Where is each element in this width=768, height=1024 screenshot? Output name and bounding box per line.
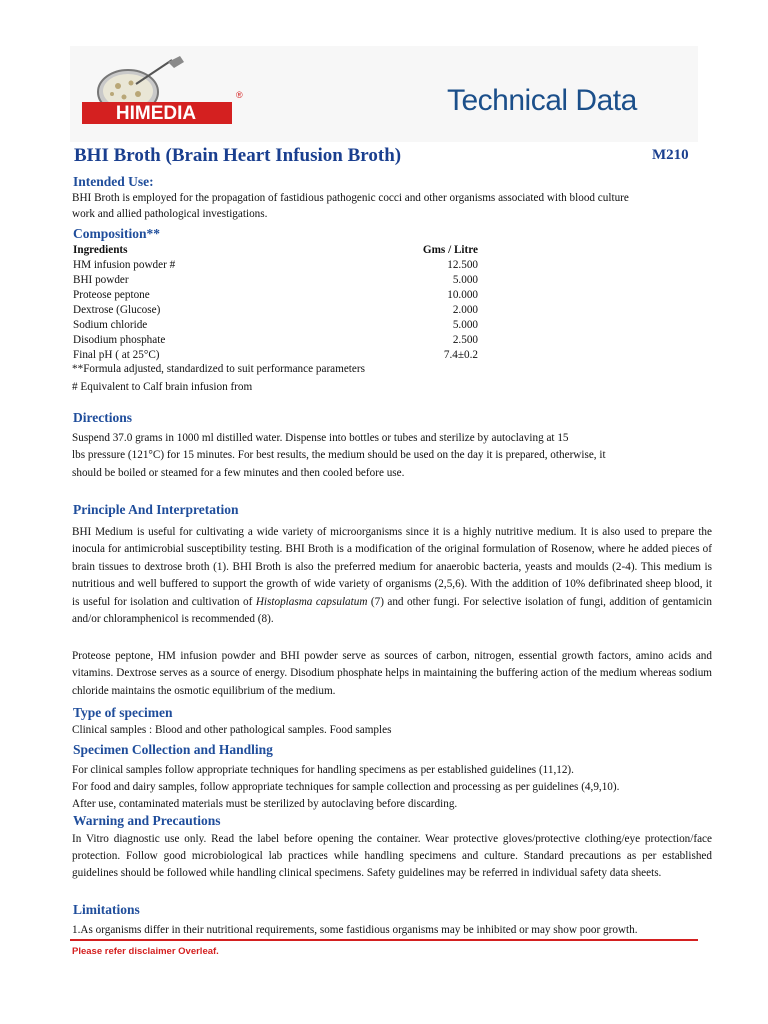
organism-name: Histoplasma capsulatum	[255, 595, 368, 608]
ingredient-name: Proteose peptone	[73, 289, 150, 301]
product-title: BHI Broth (Brain Heart Infusion Broth)	[74, 145, 402, 166]
table-row	[73, 348, 478, 363]
composition-note-2: # Equivalent to Calf brain infusion from	[72, 381, 253, 393]
directions-line-1: Suspend 37.0 grams in 1000 ml distilled water. Dispense into bottles or tubes and sterilize by autoclaving at 15	[72, 432, 569, 444]
ingredient-amount: 2.500	[452, 334, 478, 346]
composition-table	[73, 243, 478, 363]
technical-data-title: Technical Data	[447, 84, 637, 117]
ingredient-name: Dextrose (Glucose)	[73, 304, 161, 316]
directions-heading: Directions	[73, 410, 132, 425]
himedia-logo	[76, 54, 256, 134]
ingredient-amount: 12.500	[447, 259, 478, 271]
composition-header-row	[73, 243, 478, 258]
table-row	[73, 273, 478, 288]
ingredient-name: BHI powder	[73, 274, 129, 286]
ingredient-amount: 5.000	[452, 319, 478, 331]
table-row	[73, 318, 478, 333]
directions-text	[72, 430, 712, 482]
warning-text: In Vitro diagnostic use only. Read the label before opening the container. Wear protective gloves/protective clothing/eye protection/face protection. Follow good microbiological lab practices while handling specimens and culture. Standard precautions as per established guidelines should be followed while handling clinical specimens. Safety guidelines may be referred in individual safety data sheets.	[72, 833, 712, 879]
footer-divider	[70, 939, 698, 941]
composition-heading: Composition**	[73, 226, 161, 241]
ingredient-amount: 5.000	[452, 274, 478, 286]
intended-use-line-2: work and allied pathological investigations.	[72, 208, 268, 220]
principle-paragraph-2: Proteose peptone, HM infusion powder and BHI powder serve as sources of carbon, nitrogen, essential growth factors, amino acids and vitamins. Dextrose serves as a source of energy. Disodium phosphate helps in maintaining the buffering action of the medium whereas sodium chloride maintains the osmotic equilibrium of the medium.	[72, 650, 712, 697]
ingredient-name: HM infusion powder #	[73, 259, 176, 271]
principle-paragraph-1	[72, 524, 712, 628]
ingredient-amount: 10.000	[447, 289, 478, 301]
principle-text-a: BHI Medium is useful for cultivating a wide variety of microorganisms since it is a highly nutritive medium. It is also used to prepare the inocula for antimicrobial susceptibility testing. BHI Broth is a modification of the original formulation of Rosenow, where he added pieces of brain tissues to dextrose broth (1). BHI Broth is also the preferred medium for anaerobic bacteria, yeasts and moulds (2-4). This medium is nutritious and well buffered to support the growth of wide variety of organisms (2,5,6). With the addition of 10% defibrinated sheep blood, it is useful for isolation and cultivation of	[72, 526, 712, 608]
directions-line-2: lbs pressure (121°C) for 15 minutes. For best results, the medium should be used on the day it is prepared, otherwise, it	[72, 449, 606, 462]
collection-heading: Specimen Collection and Handling	[73, 742, 273, 757]
principle-text-b: (7) and other fungi. For selective isolation of fungi, addition of gentamicin and/or chloramphenicol is recommended (8).	[72, 595, 713, 626]
specimen-type-text: Clinical samples : Blood and other pathological samples. Food samples	[72, 724, 392, 736]
limitations-text: 1.As organisms differ in their nutritional requirements, some fastidious organisms may be inhibited or may show poor growth.	[72, 924, 638, 936]
disclaimer-text: Please refer disclaimer Overleaf.	[72, 946, 219, 957]
registered-mark: ®	[236, 90, 243, 100]
table-row	[73, 303, 478, 318]
amount-column-header: Gms / Litre	[422, 244, 478, 256]
intended-use-heading: Intended Use:	[73, 174, 154, 189]
collection-line-1: For clinical samples follow appropriate techniques for handling specimens as per established guidelines (11,12).	[72, 764, 574, 776]
collection-text	[72, 762, 712, 813]
ingredient-amount: 2.000	[452, 304, 478, 316]
table-row	[73, 333, 478, 348]
logo-text: HIMEDIA	[115, 103, 197, 124]
directions-line-3: should be boiled or steamed for a few minutes and then cooled before use.	[72, 466, 405, 479]
specimen-type-heading: Type of specimen	[73, 705, 173, 720]
ingredient-name: Disodium phosphate	[73, 334, 166, 346]
warning-heading: Warning and Precautions	[73, 813, 221, 828]
composition-note-1: **Formula adjusted, standardized to suit performance parameters	[72, 363, 365, 375]
ingredients-column-header: Ingredients	[73, 244, 128, 256]
collection-line-3: After use, contaminated materials must be sterilized by autoclaving before discarding.	[72, 798, 458, 810]
ingredient-amount: 7.4±0.2	[443, 349, 478, 361]
intended-use-line-1: BHI Broth is employed for the propagation of fastidious pathogenic cocci and other organisms associated with blood culture	[72, 192, 629, 204]
collection-line-2: For food and dairy samples, follow appropriate techniques for sample collection and processing as per guidelines (4,9,10).	[72, 781, 620, 793]
intended-use-text	[72, 190, 712, 222]
ingredient-name: Sodium chloride	[73, 319, 148, 331]
principle-heading: Principle And Interpretation	[73, 502, 239, 517]
table-row	[73, 288, 478, 303]
product-code: M210	[652, 147, 689, 163]
table-row	[73, 258, 478, 273]
ingredient-name: Final pH ( at 25°C)	[73, 349, 160, 361]
limitations-heading: Limitations	[73, 902, 140, 917]
